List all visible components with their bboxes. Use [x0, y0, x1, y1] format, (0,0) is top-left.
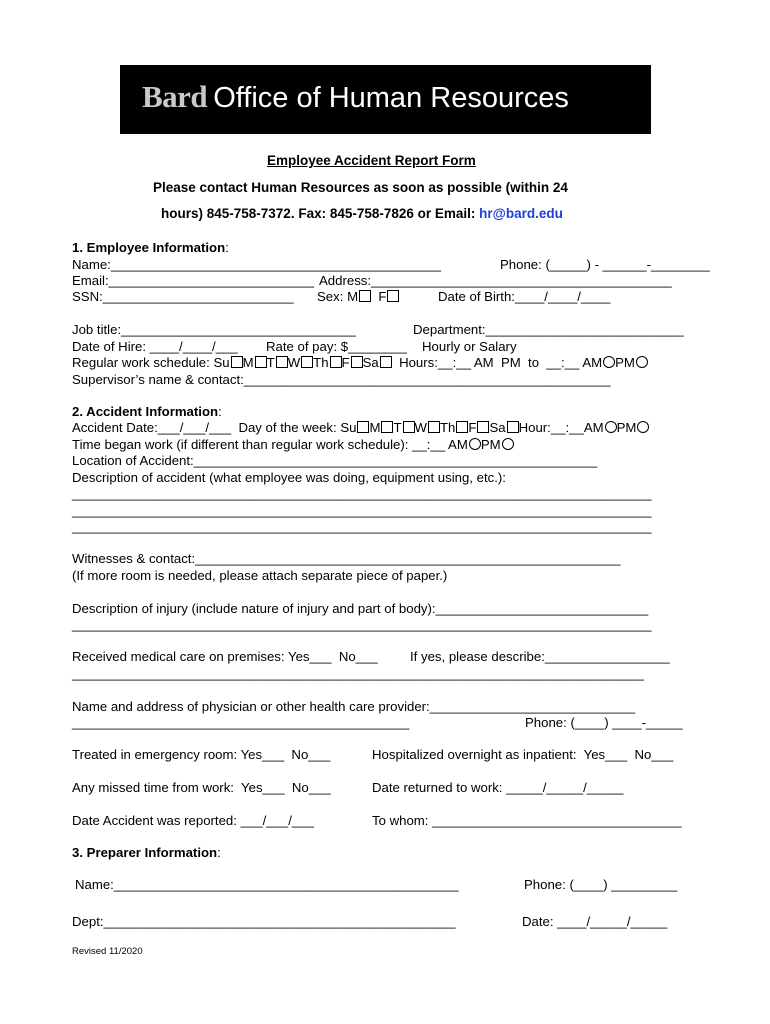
accident-date-row — [72, 420, 649, 436]
acc-day-su-label: Su — [340, 420, 357, 435]
job-title-field[interactable]: Job title:________________________________ — [72, 322, 356, 337]
acc-day-th-checkbox[interactable] — [456, 421, 468, 433]
acc-day-m-checkbox[interactable] — [381, 421, 393, 433]
injury-line[interactable]: _______________________________________________________________________________ — [72, 617, 652, 632]
email-field[interactable]: Email:____________________________ — [72, 273, 314, 288]
address-field[interactable]: Address:_________________________________________ — [319, 273, 672, 288]
rate-of-pay-field[interactable]: Rate of pay: $________ — [266, 339, 407, 354]
began-pm-label: PM — [480, 437, 501, 452]
witnesses-field[interactable]: Witnesses & contact:__________________________________________________________ — [72, 551, 621, 566]
description-line-2[interactable]: _______________________________________________________________________________ — [72, 503, 652, 518]
preparer-date-field[interactable]: Date: ____/_____/_____ — [522, 914, 668, 929]
phone-field[interactable]: Phone: (_____) - ______-________ — [500, 257, 710, 272]
contact-line-2 — [161, 206, 563, 222]
medical-care-field[interactable]: Received medical care on premises: Yes___ No___ — [72, 649, 378, 664]
am-radio[interactable] — [603, 356, 615, 368]
header-logo — [142, 79, 569, 115]
location-field[interactable]: Location of Accident:_______________________________________________________ — [72, 453, 598, 468]
acc-pm-radio[interactable] — [637, 421, 649, 433]
day-th-label: Th — [313, 355, 329, 370]
acc-day-sa-checkbox[interactable] — [507, 421, 519, 433]
acc-day-m-label: M — [369, 420, 381, 435]
description-line-1[interactable]: _______________________________________________________________________________ — [72, 486, 652, 501]
section-3-heading: 3. Preparer Information: — [72, 845, 221, 860]
missed-time-field[interactable]: Any missed time from work: Yes___ No___ — [72, 780, 331, 795]
work-schedule-row — [72, 355, 648, 371]
pm-label: PM — [615, 355, 635, 370]
dob-field[interactable]: Date of Birth:____/____/____ — [438, 289, 611, 304]
supervisor-field[interactable]: Supervisor’s name & contact:__________________________________________________ — [72, 372, 611, 387]
contact-line-1: Please contact Human Resources as soon as possible (within 24 — [153, 180, 568, 195]
revised-note: Revised 11/2020 — [72, 946, 143, 957]
hourly-salary-label: Hourly or Salary — [422, 339, 517, 354]
contact-info: hours) 845-758-7372. Fax: 845-758-7826 or Email: — [161, 206, 480, 221]
sex-f-checkbox[interactable] — [387, 290, 399, 302]
day-su-checkbox[interactable] — [231, 356, 243, 368]
physician-field[interactable]: Name and address of physician or other health care provider:____________________________ — [72, 699, 636, 714]
hour-field[interactable]: Hour:__:__AM — [518, 420, 604, 435]
brand-name: Bard — [142, 79, 208, 114]
day-f-checkbox[interactable] — [351, 356, 363, 368]
acc-day-w-label: W — [414, 420, 427, 435]
sex-f-label: F — [378, 289, 387, 304]
day-t-label: T — [266, 355, 275, 370]
day-w-checkbox[interactable] — [301, 356, 313, 368]
sex-m-label: M — [347, 289, 359, 304]
day-of-week-label: Day of the week: — [238, 420, 337, 435]
medical-line[interactable]: ______________________________________________________________________________ — [72, 666, 645, 681]
acc-day-t-label: T — [393, 420, 402, 435]
day-m-checkbox[interactable] — [255, 356, 267, 368]
sex-m-checkbox[interactable] — [359, 290, 371, 302]
to-whom-field[interactable]: To whom: __________________________________ — [372, 813, 682, 828]
accident-date-field[interactable]: Accident Date:___/___/___ — [72, 420, 232, 435]
section-2-title: 2. Accident Information — [72, 404, 219, 419]
office-name: Office of Human Resources — [213, 82, 569, 114]
form-title: Employee Accident Report Form — [267, 153, 476, 168]
sex-row — [317, 289, 399, 305]
date-reported-field[interactable]: Date Accident was reported: ___/___/___ — [72, 813, 314, 828]
acc-day-t-checkbox[interactable] — [403, 421, 415, 433]
acc-day-sa-label: Sa — [489, 420, 506, 435]
time-began-row — [72, 437, 514, 453]
preparer-phone-field[interactable]: Phone: (____) _________ — [524, 877, 678, 892]
time-began-field[interactable]: Time began work (if different than regular work schedule): __:__ AM — [72, 437, 468, 452]
pm-radio[interactable] — [636, 356, 648, 368]
hours-field[interactable]: Hours:__:__ AM PM to __:__ AM — [399, 355, 603, 370]
date-returned-field[interactable]: Date returned to work: _____/_____/_____ — [372, 780, 624, 795]
hospitalized-field[interactable]: Hospitalized overnight as inpatient: Yes___ No___ — [372, 747, 674, 762]
acc-am-radio[interactable] — [605, 421, 617, 433]
day-su-label: Su — [213, 355, 230, 370]
acc-day-th-label: Th — [440, 420, 456, 435]
section-3-title: 3. Preparer Information — [72, 845, 218, 860]
physician-phone-field[interactable]: Phone: (____) ____-_____ — [525, 715, 683, 730]
day-w-label: W — [287, 355, 301, 370]
preparer-dept-field[interactable]: Dept:________________________________________________ — [72, 914, 456, 929]
section-2-heading: 2. Accident Information: — [72, 404, 222, 419]
description-line-3[interactable]: _______________________________________________________________________________ — [72, 519, 652, 534]
day-m-label: M — [242, 355, 254, 370]
acc-day-w-checkbox[interactable] — [428, 421, 440, 433]
date-of-hire-field[interactable]: Date of Hire: ____/____/___ — [72, 339, 238, 354]
acc-day-su-checkbox[interactable] — [357, 421, 369, 433]
day-th-checkbox[interactable] — [330, 356, 342, 368]
department-field[interactable]: Department:___________________________ — [413, 322, 684, 337]
day-sa-checkbox[interactable] — [380, 356, 392, 368]
emergency-room-field[interactable]: Treated in emergency room: Yes___ No___ — [72, 747, 331, 762]
more-room-note: (If more room is needed, please attach separate piece of paper.) — [72, 568, 448, 583]
preparer-name-field[interactable]: Name:_______________________________________________ — [75, 877, 459, 892]
began-pm-radio[interactable] — [502, 438, 514, 450]
sex-label: Sex: — [317, 289, 344, 304]
acc-day-f-label: F — [468, 420, 477, 435]
acc-pm-label: PM — [616, 420, 637, 435]
medical-describe-field[interactable]: If yes, please describe:_________________ — [410, 649, 670, 664]
section-1-heading: 1. Employee Information: — [72, 240, 229, 255]
schedule-label: Regular work schedule: — [72, 355, 210, 370]
day-sa-label: Sa — [362, 355, 379, 370]
acc-day-f-checkbox[interactable] — [477, 421, 489, 433]
header-banner — [120, 65, 651, 134]
description-label: Description of accident (what employee was doing, equipment using, etc.): — [72, 470, 506, 485]
name-field[interactable]: Name:_____________________________________________ — [72, 257, 441, 272]
section-1-title: 1. Employee Information — [72, 240, 226, 255]
day-t-checkbox[interactable] — [276, 356, 288, 368]
began-am-radio[interactable] — [469, 438, 481, 450]
injury-field[interactable]: Description of injury (include nature of injury and part of body):_____________________________ — [72, 601, 649, 616]
ssn-field[interactable]: SSN:__________________________ — [72, 289, 294, 304]
day-f-label: F — [341, 355, 350, 370]
physician-line[interactable]: ______________________________________________ — [72, 715, 410, 730]
email-link[interactable]: hr@bard.edu — [479, 206, 563, 221]
